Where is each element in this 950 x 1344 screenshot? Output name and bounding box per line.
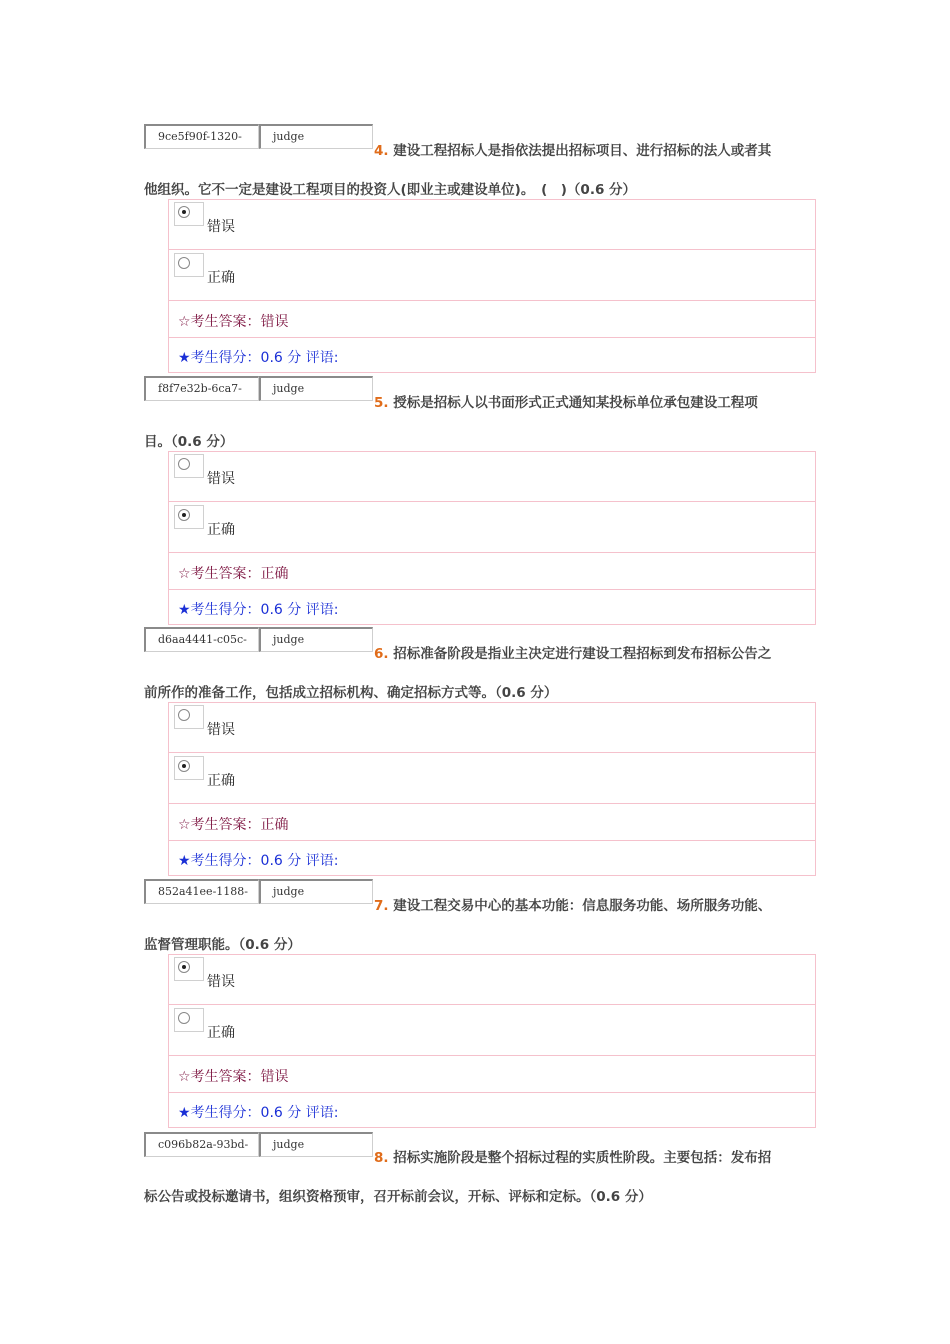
question-type-field[interactable]: judge: [259, 1132, 373, 1157]
radio-selected-dot-icon: [182, 513, 186, 517]
option-row[interactable]: [169, 703, 815, 753]
radio-circle-icon: [178, 709, 190, 721]
question-block: [0, 627, 950, 878]
question-text: [374, 1146, 771, 1166]
option-row[interactable]: [169, 754, 815, 804]
answer-row: [169, 302, 815, 338]
student-answer: ☆考生答案：正确: [178, 817, 289, 833]
options-table: [168, 451, 816, 625]
option-row[interactable]: [169, 200, 815, 250]
student-score: ★考生得分：0.6 分 评语:: [178, 350, 339, 366]
answer-row: [169, 805, 815, 841]
question-number: 5.: [374, 395, 389, 411]
question-uuid-field[interactable]: c096b82a-93bd-: [144, 1132, 259, 1157]
question-uuid-field[interactable]: f8f7e32b-6ca7-: [144, 376, 259, 401]
score-row: [169, 1094, 815, 1128]
option-row[interactable]: [169, 955, 815, 1005]
question-text-line2: 标公告或投标邀请书，组织资格预审，召开标前会议，开标、评标和定标。（0.6 分）: [144, 1189, 652, 1205]
radio-button[interactable]: [174, 1008, 204, 1032]
radio-circle-icon: [178, 509, 190, 521]
question-type-field[interactable]: judge: [259, 627, 373, 652]
score-row: [169, 339, 815, 373]
radio-button[interactable]: [174, 253, 204, 277]
radio-circle-icon: [178, 1012, 190, 1024]
radio-selected-dot-icon: [182, 764, 186, 768]
options-table: [168, 702, 816, 876]
question-number: 8.: [374, 1150, 389, 1166]
option-label: 错误: [207, 722, 235, 738]
question-text: [374, 894, 771, 914]
question-number: 6.: [374, 646, 389, 662]
question-text-line1: 建设工程招标人是指依法提出招标项目、进行招标的法人或者其: [388, 143, 772, 159]
option-label: 错误: [207, 219, 235, 235]
question-uuid-field[interactable]: 852a41ee-1188-: [144, 879, 259, 904]
question-text-line1: 授标是招标人以书面形式正式通知某投标单位承包建设工程项: [388, 395, 758, 411]
option-label: 错误: [207, 974, 235, 990]
question-text-line2: 目。（0.6 分）: [144, 434, 234, 450]
option-row[interactable]: [169, 1006, 815, 1056]
question-text-line1: 招标实施阶段是整个招标过程的实质性阶段。主要包括：发布招: [388, 1150, 772, 1166]
answer-row: [169, 554, 815, 590]
question-block: [0, 124, 950, 375]
question-block: [0, 376, 950, 627]
question-number: 7.: [374, 898, 389, 914]
option-row[interactable]: [169, 503, 815, 553]
student-answer: ☆考生答案：错误: [178, 314, 289, 330]
question-text-line2: 监督管理职能。（0.6 分）: [144, 937, 301, 953]
question-type-field[interactable]: judge: [259, 376, 373, 401]
question-text-line1: 招标准备阶段是指业主决定进行建设工程招标到发布招标公告之: [388, 646, 772, 662]
question-text-line2: 他组织。它不一定是建设工程项目的投资人(即业主或建设单位)。 ( )（0.6 分）: [144, 182, 637, 198]
radio-selected-dot-icon: [182, 965, 186, 969]
question-number: 4.: [374, 143, 389, 159]
radio-button[interactable]: [174, 454, 204, 478]
question-text-line1: 建设工程交易中心的基本功能：信息服务功能、场所服务功能、: [388, 898, 772, 914]
radio-circle-icon: [178, 257, 190, 269]
question-block: [0, 879, 950, 1130]
option-label: 正确: [207, 270, 235, 286]
radio-circle-icon: [178, 206, 190, 218]
radio-selected-dot-icon: [182, 210, 186, 214]
radio-button[interactable]: [174, 756, 204, 780]
options-table: [168, 199, 816, 373]
option-label: 错误: [207, 471, 235, 487]
radio-button[interactable]: [174, 202, 204, 226]
radio-circle-icon: [178, 760, 190, 772]
score-row: [169, 842, 815, 876]
student-score: ★考生得分：0.6 分 评语:: [178, 1105, 339, 1121]
question-text: [374, 139, 771, 159]
radio-circle-icon: [178, 458, 190, 470]
option-label: 正确: [207, 773, 235, 789]
question-type-field[interactable]: judge: [259, 879, 373, 904]
student-score: ★考生得分：0.6 分 评语:: [178, 853, 339, 869]
radio-button[interactable]: [174, 705, 204, 729]
student-score: ★考生得分：0.6 分 评语:: [178, 602, 339, 618]
option-label: 正确: [207, 522, 235, 538]
student-answer: ☆考生答案：错误: [178, 1069, 289, 1085]
question-uuid-field[interactable]: 9ce5f90f-1320-: [144, 124, 259, 149]
radio-circle-icon: [178, 961, 190, 973]
radio-button[interactable]: [174, 505, 204, 529]
radio-button[interactable]: [174, 957, 204, 981]
option-row[interactable]: [169, 452, 815, 502]
question-text-line2: 前所作的准备工作，包括成立招标机构、确定招标方式等。（0.6 分）: [144, 685, 558, 701]
question-text: [374, 642, 771, 662]
score-row: [169, 591, 815, 625]
student-answer: ☆考生答案：正确: [178, 566, 289, 582]
question-uuid-field[interactable]: d6aa4441-c05c-: [144, 627, 259, 652]
question-type-field[interactable]: judge: [259, 124, 373, 149]
option-row[interactable]: [169, 251, 815, 301]
option-label: 正确: [207, 1025, 235, 1041]
question-text: [374, 391, 758, 411]
options-table: [168, 954, 816, 1128]
answer-row: [169, 1057, 815, 1093]
